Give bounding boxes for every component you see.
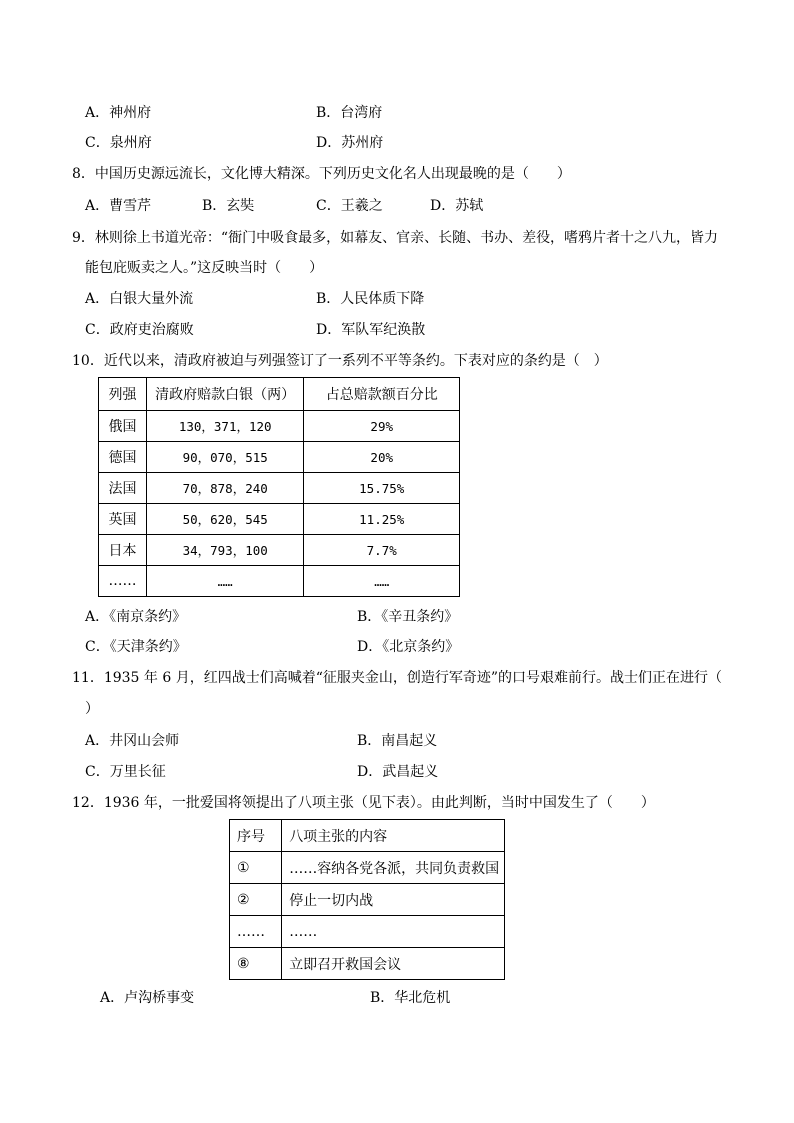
table-cell: ……容纳各党各派，共同负责救国 xyxy=(282,852,505,884)
eight-proposals-table xyxy=(229,819,505,980)
table-cell: ② xyxy=(230,884,282,916)
q8-option-b: B．玄奘 xyxy=(202,198,255,214)
q7-option-a: A．神州府 xyxy=(85,105,152,121)
q9-option-c: C．政府吏治腐败 xyxy=(85,322,194,338)
table-cell: …… xyxy=(304,566,460,597)
q10-stem: 10．近代以来，清政府被迫与列强签订了一系列不平等条约。下表对应的条约是（ ） xyxy=(72,353,608,369)
table-cell: 日本 xyxy=(99,535,147,566)
table-cell: ① xyxy=(230,852,282,884)
q11-stem-line2: ） xyxy=(85,701,99,717)
header-cell: 占总赔款额百分比 xyxy=(304,378,460,411)
table-cell: 20% xyxy=(304,442,460,473)
q9-stem-line1: 9．林则徐上书道光帝：“衙门中吸食最多，如幕友、官亲、长随、书办、差役，嗜鸦片者十之八九，皆力 xyxy=(72,230,719,246)
q12-stem: 12．1936 年，一批爱国将领提出了八项主张（见下表）。由此判断，当时中国发生了（ ） xyxy=(72,795,655,811)
table-cell: 俄国 xyxy=(99,411,147,442)
q9-stem-line2: 能包庇贩卖之人。”这反映当时（ ） xyxy=(85,260,324,276)
table-cell: 立即召开救国会议 xyxy=(282,948,505,980)
q12-option-a: A．卢沟桥事变 xyxy=(100,990,195,1006)
q8-option-c: C．王羲之 xyxy=(316,198,383,214)
table-cell: 50，620，545 xyxy=(146,504,304,535)
table-header-row xyxy=(99,378,460,411)
table-cell: ⑧ xyxy=(230,948,282,980)
table-row xyxy=(99,473,460,504)
table-cell: 法国 xyxy=(99,473,147,504)
table-row xyxy=(230,852,505,884)
q7-option-b: B．台湾府 xyxy=(316,105,383,121)
table-cell: 90，070，515 xyxy=(146,442,304,473)
q10-option-a: A．《南京条约》 xyxy=(85,609,187,625)
q8-option-d: D．苏轼 xyxy=(430,198,484,214)
q11-stem-line1: 11．1935 年 6 月，红四战士们高喊着“征服夹金山，创造行军奇迹”的口号艰难前行。战士们正在进行（ xyxy=(72,670,723,686)
table-cell: 7.7% xyxy=(304,535,460,566)
table-row xyxy=(99,411,460,442)
header-cell: 列强 xyxy=(99,378,147,411)
q8-stem: 8．中国历史源远流长，文化博大精深。下列历史文化名人出现最晚的是（ ） xyxy=(72,166,571,182)
q11-option-d: D．武昌起义 xyxy=(357,764,439,780)
header-cell: 八项主张的内容 xyxy=(282,820,505,852)
table-row xyxy=(230,884,505,916)
table-cell: 英国 xyxy=(99,504,147,535)
q11-option-a: A．井冈山会师 xyxy=(85,733,180,749)
table-cell: 11.25% xyxy=(304,504,460,535)
q7-option-c: C．泉州府 xyxy=(85,135,152,151)
q8-option-a: A．曹雪芹 xyxy=(85,198,152,214)
table-cell: 停止一切内战 xyxy=(282,884,505,916)
table-cell: …… xyxy=(99,566,147,597)
table-cell: …… xyxy=(146,566,304,597)
header-cell: 清政府赔款白银（两） xyxy=(146,378,304,411)
q10-option-c: C．《天津条约》 xyxy=(85,639,187,655)
table-row xyxy=(230,948,505,980)
q11-option-c: C．万里长征 xyxy=(85,764,166,780)
q9-option-b: B．人民体质下降 xyxy=(316,291,425,307)
table-cell: …… xyxy=(282,916,505,948)
q10-option-b: B．《辛丑条约》 xyxy=(357,609,459,625)
q9-option-d: D．军队军纪涣散 xyxy=(316,322,426,338)
table-cell: 70，878，240 xyxy=(146,473,304,504)
table-row xyxy=(99,504,460,535)
table-row xyxy=(99,566,460,597)
table-cell: 德国 xyxy=(99,442,147,473)
q11-option-b: B．南昌起义 xyxy=(357,733,438,749)
table-row xyxy=(99,442,460,473)
table-header-row xyxy=(230,820,505,852)
table-row xyxy=(230,916,505,948)
table-cell: 29% xyxy=(304,411,460,442)
q7-option-d: D．苏州府 xyxy=(316,135,384,151)
indemnity-table xyxy=(98,377,460,597)
table-cell: 34，793，100 xyxy=(146,535,304,566)
table-cell: 130，371，120 xyxy=(146,411,304,442)
q12-option-b: B．华北危机 xyxy=(370,990,451,1006)
q10-option-d: D．《北京条约》 xyxy=(357,639,460,655)
table-cell: 15.75% xyxy=(304,473,460,504)
table-cell: …… xyxy=(230,916,282,948)
table-row xyxy=(99,535,460,566)
header-cell: 序号 xyxy=(230,820,282,852)
q9-option-a: A．白银大量外流 xyxy=(85,291,194,307)
